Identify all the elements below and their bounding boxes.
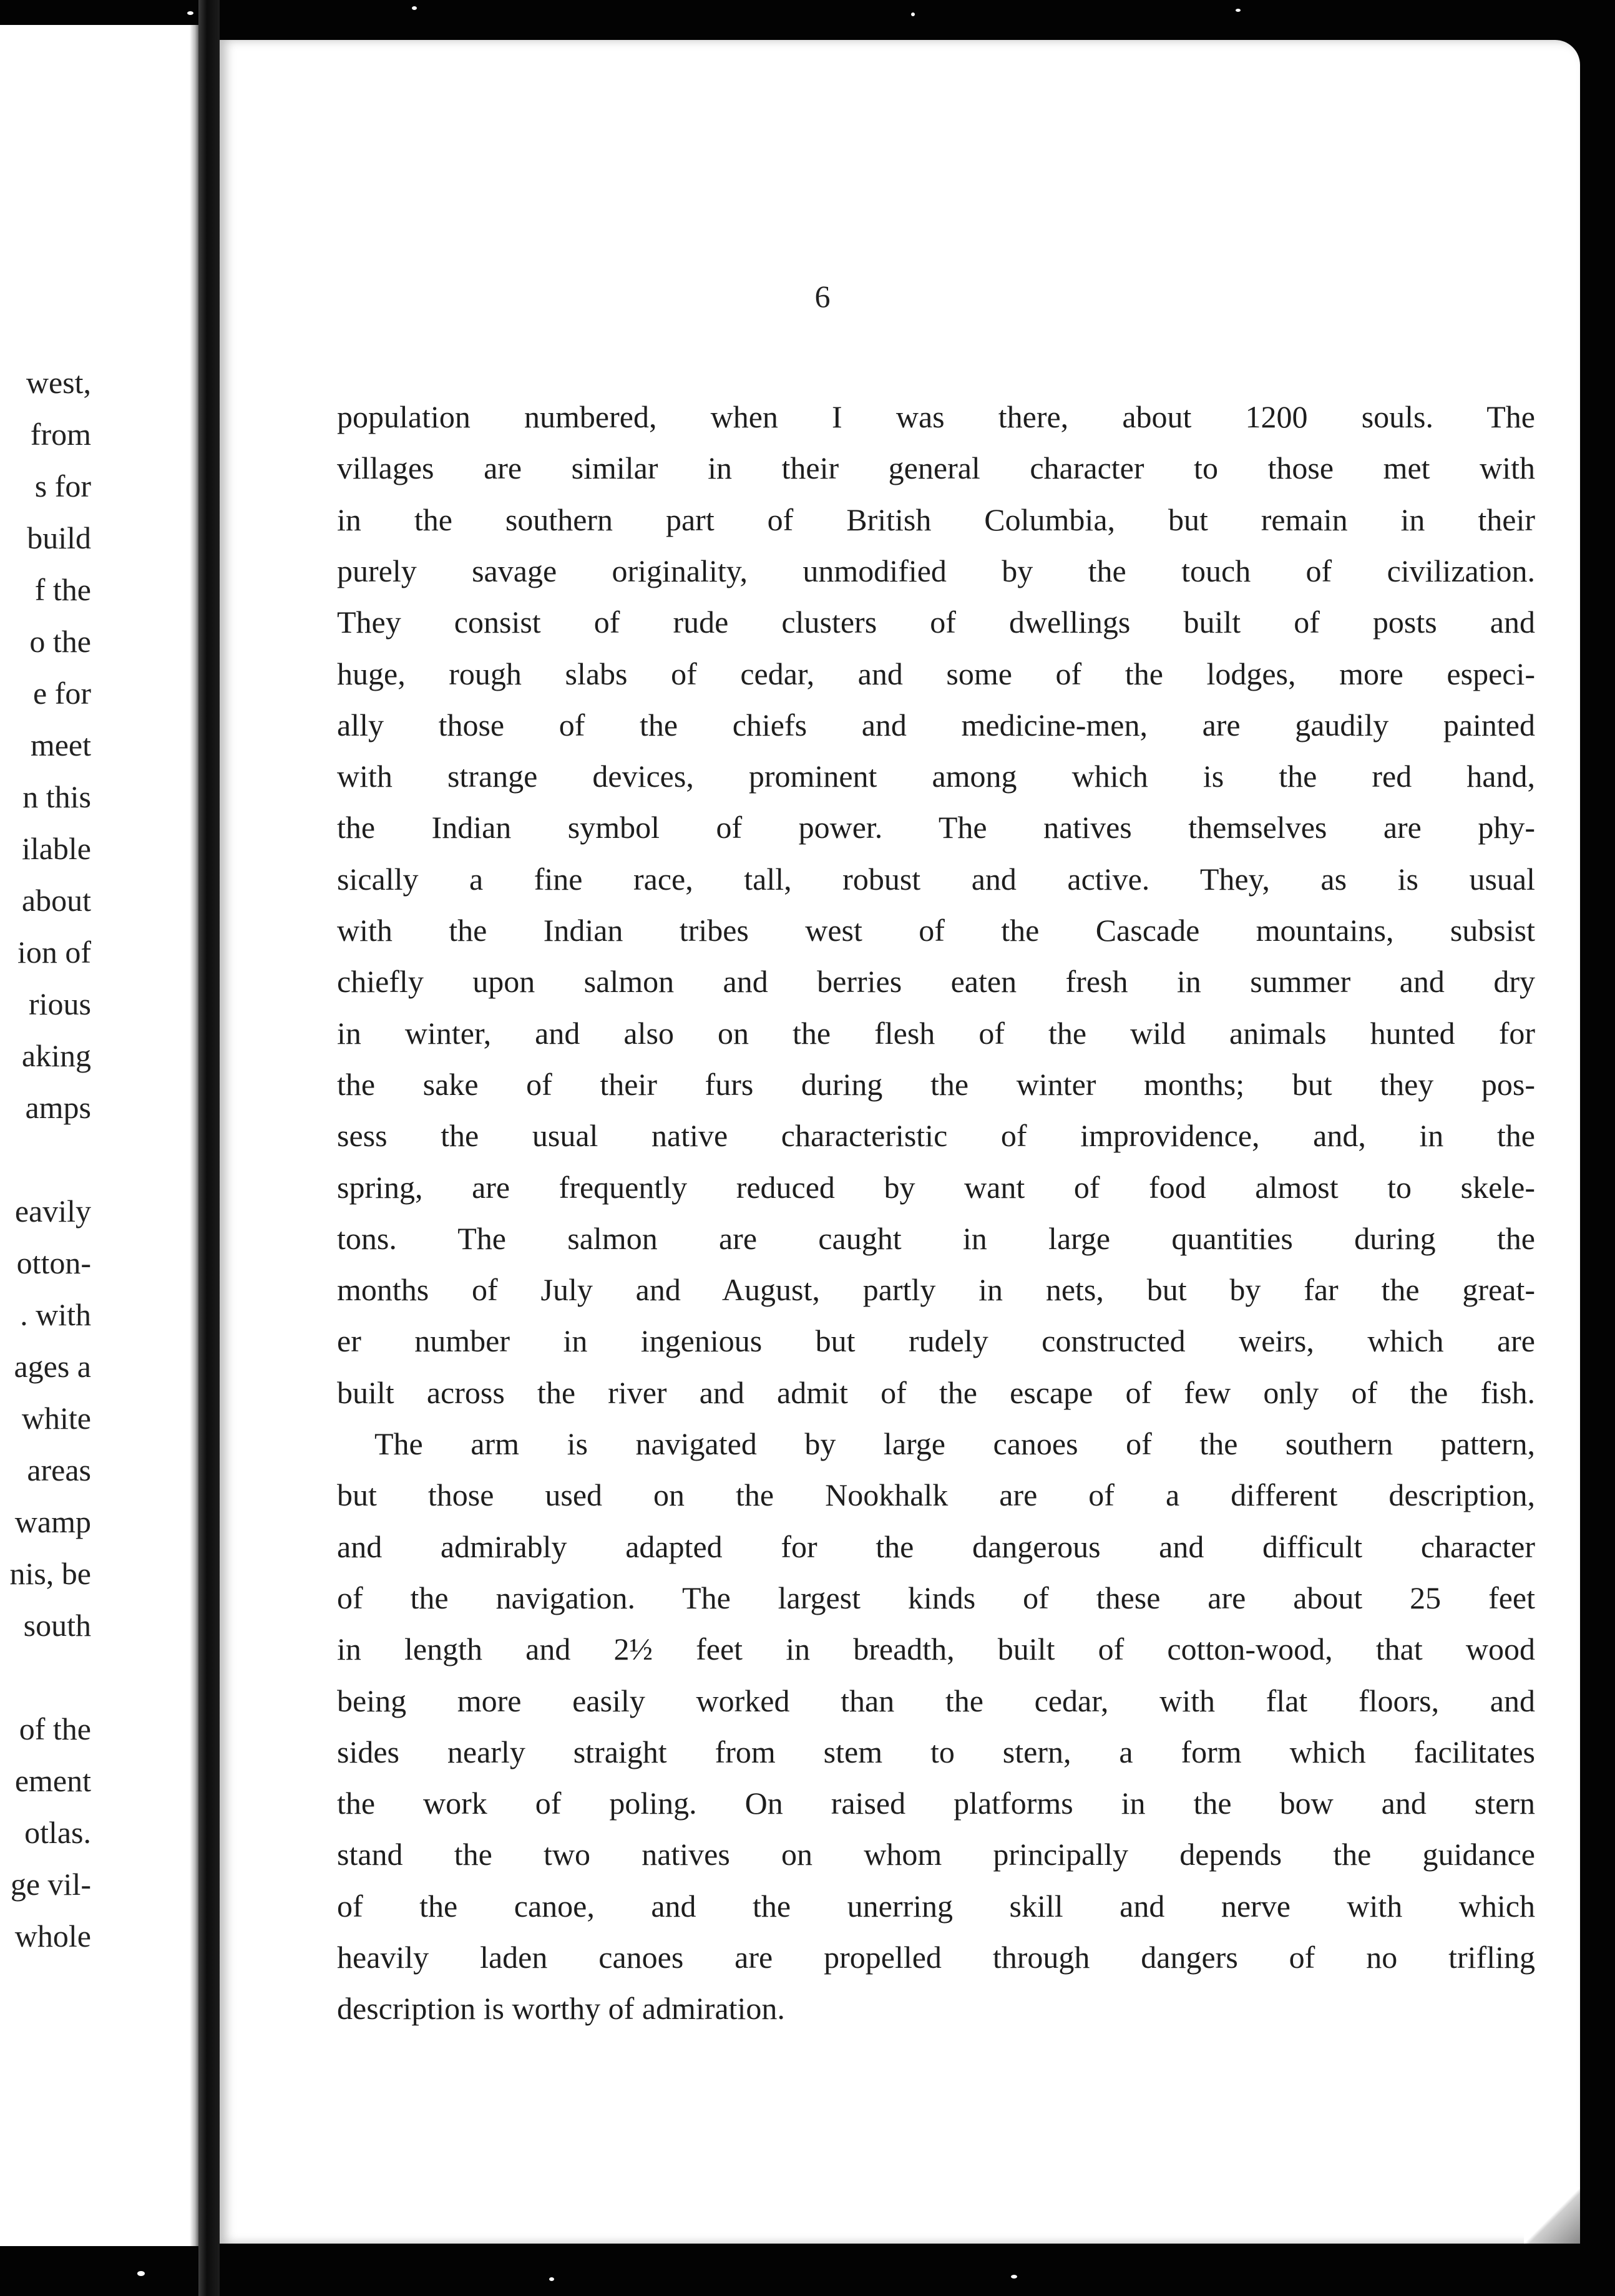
left-fragment-line: aking: [21, 1038, 91, 1073]
left-fragment-line: west,: [26, 365, 91, 400]
left-fragment-line: otton-: [16, 1245, 91, 1280]
left-fragment-line: from: [30, 417, 91, 452]
text-line: population numbered, when I was there, about 1200 souls. The: [337, 399, 1535, 434]
left-fragment-line: wamp: [14, 1504, 91, 1539]
edge-speck: [1011, 2275, 1017, 2279]
text-line: purely savage originality, unmodified by the touch of civilization.: [337, 553, 1535, 588]
text-line: villages are similar in their general character to those met with: [337, 450, 1535, 485]
text-line: but those used on the Nookhalk are of a different description,: [337, 1477, 1535, 1512]
page-number: 6: [814, 279, 831, 314]
edge-speck: [549, 2277, 554, 2281]
text-line: heavily laden canoes are propelled through dangers of no trifling: [337, 1940, 1535, 1975]
text-line: stand the two natives on whom principally depends the guidance: [337, 1837, 1535, 1872]
spine-shadow: [190, 25, 198, 2246]
left-fragment-line: of the: [19, 1711, 91, 1746]
right-page: [220, 40, 1580, 2244]
edge-speck: [911, 12, 915, 16]
text-line: er number in ingenious but rudely constructed weirs, which are: [337, 1323, 1535, 1358]
left-fragment-line: rious: [29, 986, 91, 1021]
text-line: huge, rough slabs of cedar, and some of the lodges, more especi-: [337, 656, 1535, 691]
left-fragment-line: f the: [34, 572, 91, 607]
left-fragment-line: . with: [20, 1297, 91, 1332]
left-fragment-line: build: [27, 520, 91, 555]
text-line: The arm is navigated by large canoes of the southern pattern,: [374, 1426, 1535, 1461]
edge-speck: [187, 11, 193, 15]
text-line: built across the river and admit of the escape of few only of the fish.: [337, 1375, 1535, 1410]
left-fragment-line: s for: [34, 469, 91, 503]
left-fragment-line: e for: [33, 676, 91, 711]
left-fragment-line: whole: [14, 1919, 91, 1953]
text-line: the Indian symbol of power. The natives themselves are phy-: [337, 810, 1535, 845]
text-line: of the navigation. The largest kinds of these are about 25 feet: [337, 1580, 1535, 1615]
text-line: with the Indian tribes west of the Cascade mountains, subsist: [337, 913, 1535, 948]
text-line: and admirably adapted for the dangerous and difficult character: [337, 1529, 1535, 1564]
text-line: tons. The salmon are caught in large quantities during the: [337, 1221, 1535, 1256]
book-gutter: [198, 0, 220, 2296]
text-line: sides nearly straight from stem to stern, a form which facilitates: [337, 1734, 1535, 1769]
text-line: months of July and August, partly in nets, but by far the great-: [337, 1272, 1535, 1307]
text-line: in the southern part of British Columbia, but remain in their: [337, 502, 1535, 537]
left-fragment-line: otlas.: [24, 1815, 91, 1850]
text-line: in winter, and also on the flesh of the wild animals hunted for: [337, 1016, 1535, 1051]
text-line: of the canoe, and the unerring skill and nerve with which: [337, 1889, 1535, 1924]
text-line: They consist of rude clusters of dwellings built of posts and: [337, 605, 1535, 640]
edge-speck: [137, 2271, 145, 2276]
left-fragment-line: ilable: [21, 831, 91, 866]
left-fragment-line: nis, be: [9, 1556, 91, 1591]
left-fragment-line: meet: [30, 727, 91, 762]
text-line: in length and 2½ feet in breadth, built of cotton-wood, that wood: [337, 1632, 1535, 1666]
edge-speck: [1236, 9, 1241, 12]
page-corner-fold: [1524, 2187, 1580, 2244]
left-fragment-line: about: [21, 883, 91, 918]
left-fragment-line: white: [21, 1401, 91, 1436]
text-line: sically a fine race, tall, robust and active. They, as is usual: [337, 862, 1535, 897]
left-fragment-line: south: [23, 1608, 91, 1643]
text-line: spring, are frequently reduced by want of food almost to skele-: [337, 1170, 1535, 1205]
left-fragment-line: n this: [22, 779, 91, 814]
left-fragment-line: amps: [25, 1090, 91, 1125]
text-line: chiefly upon salmon and berries eaten fresh in summer and dry: [337, 964, 1535, 999]
text-line: with strange devices, prominent among which is the red hand,: [337, 759, 1535, 794]
left-fragment-line: ge vil-: [10, 1867, 91, 1902]
left-fragment-line: ages a: [14, 1349, 91, 1384]
text-line: description is worthy of admiration.: [337, 1991, 785, 2026]
left-fragment-line: o the: [29, 624, 91, 659]
text-line: the work of poling. On raised platforms in the bow and stern: [337, 1786, 1535, 1821]
left-fragment-line: eavily: [14, 1194, 91, 1228]
edge-speck: [412, 6, 417, 10]
text-line: being more easily worked than the cedar, with flat floors, and: [337, 1683, 1535, 1718]
left-fragment-line: areas: [27, 1452, 91, 1487]
text-line: ally those of the chiefs and medicine-men, are gaudily painted: [337, 708, 1535, 742]
text-line: the sake of their furs during the winter months; but they pos-: [337, 1067, 1535, 1102]
left-fragment-line: ement: [14, 1763, 91, 1798]
text-line: sess the usual native characteristic of improvidence, and, in the: [337, 1118, 1535, 1153]
left-fragment-line: ion of: [17, 935, 91, 970]
left-page-edge: [0, 25, 198, 2246]
